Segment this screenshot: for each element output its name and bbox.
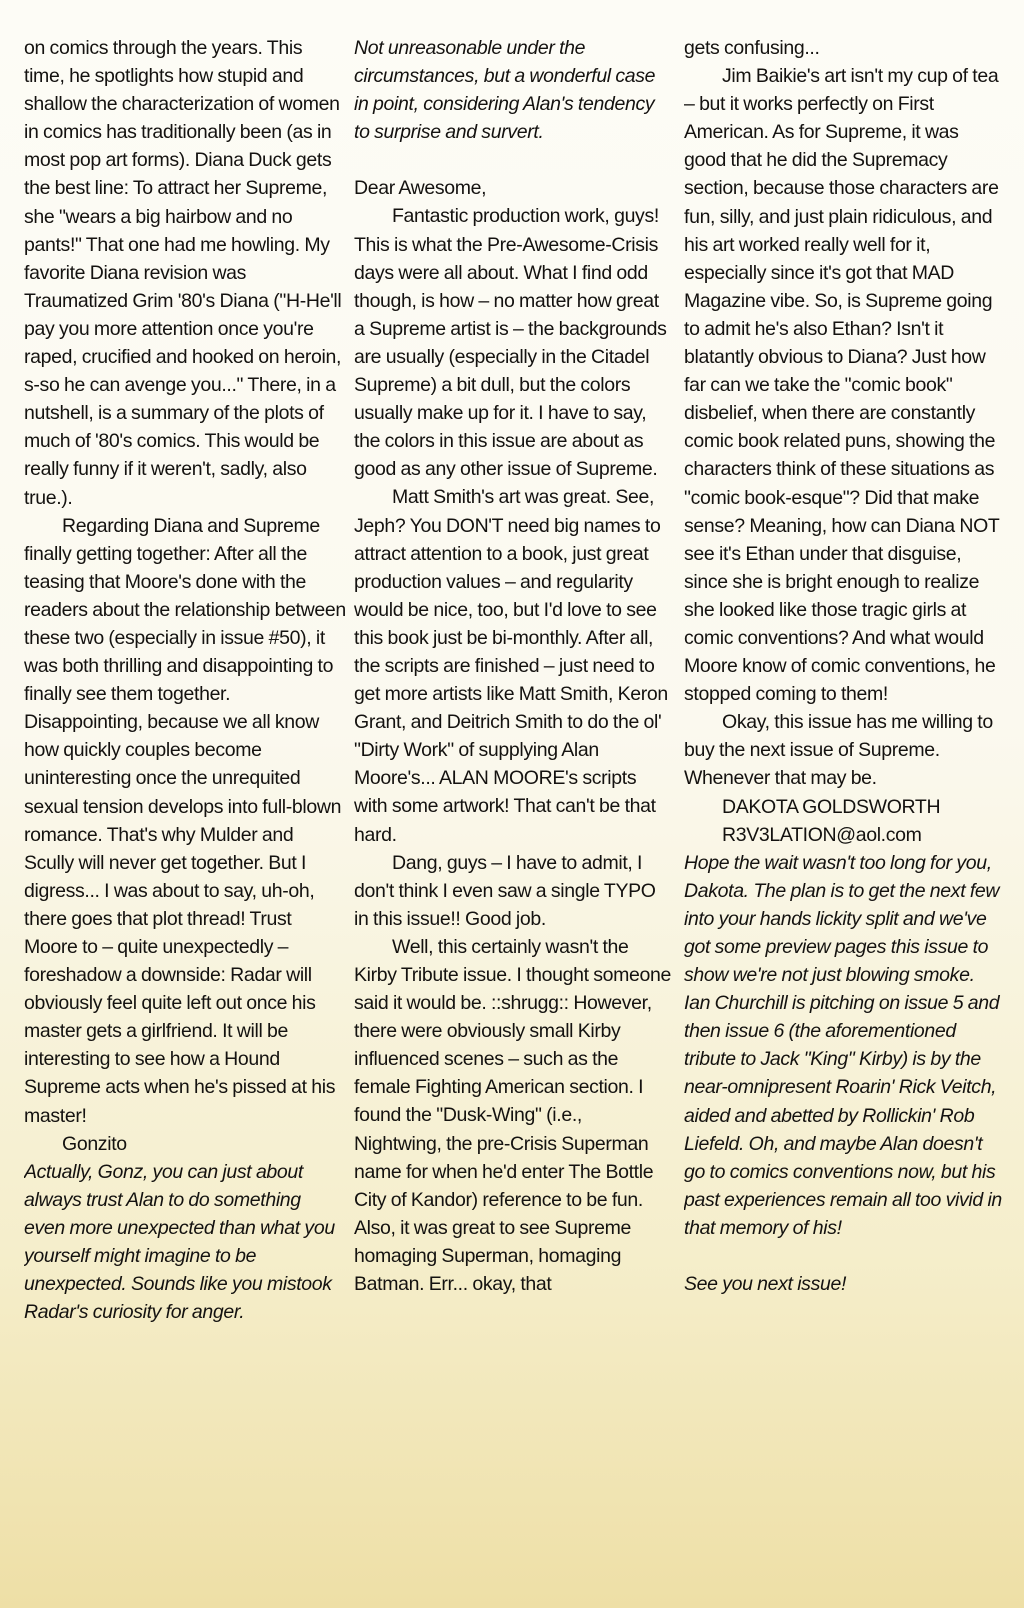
editor-reply: Actually, Gonz, you can just about always trust Alan to do something even more unexpected than what you yourself might imagine to be unexpected. Sounds like you mistook Radar's curiosity for anger. <box>24 1160 335 1324</box>
letter-paragraph: Dang, guys – I have to admit, I don't think I even saw a single TYPO in this issue!! Good job. <box>354 851 656 930</box>
letter-paragraph: gets confusing... <box>684 37 820 59</box>
letter-salutation: Dear Awesome, <box>354 177 487 200</box>
letter-paragraph: Matt Smith's art was great. See, Jeph? You DON'T need big names to attract attention to a book, just great production values – and regularity would be nice, too, but I'd love to see this book just be bi-monthly. After all, the scripts are finished – just need to get more artists like Matt Smith, Keron Grant, and Deitrich Smith to do the ol' "Dirty Work" of supplying Alan Moore's... ALAN MOORE's scripts with some artwork! That can't be that hard. <box>354 486 668 846</box>
letter-paragraph: Okay, this issue has me willing to buy the next issue of Supreme. Whenever that may be. <box>684 711 993 790</box>
letter-paragraph: Regarding Diana and Supreme finally getting together: After all the teasing that Moore's done with the readers about the relationship between these two (especially in issue #50), it was both thrilling and disappointing to finally see them together. Disappointing, because we all know how quickly couples become uninteresting once the unrequited sexual tension develops into full-blown romance. That's why Mulder and Scully will never get together. But I digress... I was about to say, uh-oh, there goes that plot thread! Trust Moore to – quite unexpectedly – foreshadow a downside: Radar will obviously feel quite left out once his master gets a girlfriend. It will be interesting to see how a Hound Supreme acts when he's pissed at his master! <box>24 514 346 1127</box>
letter-signature-email: R3V3LATION@aol.com <box>722 823 922 846</box>
letter-signature: Gonzito <box>62 1132 127 1155</box>
letter-paragraph: Well, this certainly wasn't the Kirby Tribute issue. I thought someone said it would be. ::shrugg:: However, there were obviously small Kirby influenced scenes – such as the female Fighting American section. I found the "Dusk-Wing" (i.e., Nightwing, the pre-Crisis Superman name for when he'd enter The Bottle City of Kandor) reference to be fun. Also, it was great to see Supreme homaging Superman, homaging Batman. Err... okay, that <box>354 935 671 1296</box>
letter-paragraph: Jim Baikie's art isn't my cup of tea – but it works perfectly on First American. As for Supreme, it was good that he did the Supremacy section, because those characters are fun, silly, and just plain ridiculous, and his art worked really well for it, especially since it's got that MAD Magazine vibe. So, is Supreme going to admit he's also Ethan? Isn't it blatantly obvious to Diana? Just how far can we take the "comic book" disbelief, when there are constantly comic book related puns, showing the characters think of these situations as "comic book-esque"? Did that make sense? Meaning, how can Diana NOT see it's Ethan under that disguise, since she is bright enough to realize she looked like those tragic girls at comic conventions? And what would Moore know of comic conventions, he stopped coming to them! <box>684 65 1000 706</box>
editor-reply: Not unreasonable under the circumstances, but a wonderful case in point, considering Alan's tendency to surprise and survert. <box>354 37 656 144</box>
letter-paragraph: Fantastic production work, guys! This is what the Pre-Awesome-Crisis days were all about. What I find odd though, is how – no matter how great a Supreme artist is – the backgrounds are usually (especially in the Citadel Supreme) a bit dull, but the colors usually make up for it. I have to say, the colors in this issue are about as good as any other issue of Supreme. <box>354 205 667 481</box>
letter-signature-name: DAKOTA GOLDSWORTH <box>722 795 941 818</box>
letter-paragraph: on comics through the years. This time, he spotlights how stupid and shallow the characterization of women in comics has traditionally been (as in most pop art forms). Diana Duck gets the best line: To attract her Supreme, she "wears a big hairbow and no pants!" That one had me howling. My favorite Diana revision was Traumatized Grim '80's Diana ("H-He'll pay you more attention once you're raped, crucified and hooked on heroin, s-so he can avenge you..." There, in a nutshell, is a summary of the plots of much of '80's comics. This would be really funny if it weren't, sadly, also true.). <box>24 37 342 509</box>
letters-column-2 <box>354 34 672 1298</box>
editor-closing: See you next issue! <box>684 1273 847 1296</box>
editor-reply: Hope the wait wasn't too long for you, Dakota. The plan is to get the next few into your hands lickity split and we've got some preview pages this issue to show we're not just blowing smoke. Ian Churchill is pitching on issue 5 and then issue 6 (the aforementioned tribute to Jack "King" Kirby) is by the near-omnipresent Roarin' Rick Veitch, aided and abetted by Rollickin' Rob Liefeld. Oh, and maybe Alan doesn't go to comics conventions now, but his past experiences remain all too vivid in that memory of his! <box>684 851 1002 1239</box>
letters-column-3 <box>684 34 1002 1298</box>
letters-column-1 <box>24 34 346 1326</box>
